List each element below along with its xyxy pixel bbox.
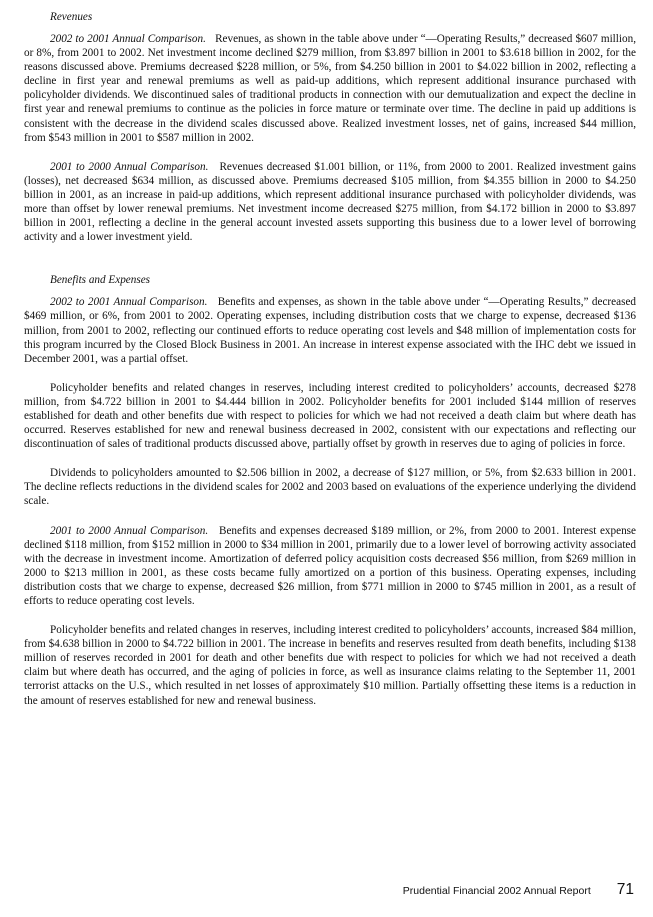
paragraph-body: Revenues, as shown in the table above under “—Operating Results,” decreased $607 million, or 8%, from 2001 to 2002. Net investment income declined $279 million, from $3.897 billion in 2001 to $3.618 billion in 2002, for the reasons discussed above. Premiums decreased $228 million, or 5%, from $4.250 billion in 2001 to $4.022 billion in 2002, reflecting a decline in first year and renewal premiums as well as paid-up additions, which represent additional insurance purchased with policyholder dividends. We discontinued sales of traditional products in connection with our demutualization and expect the decline in first year and renewal premiums to continue as the policies in force mature or terminate over time. The decline in paid up additions is consistent with the decrease in the dividend scales discussed above. Realized investment losses, net of gains, increased $44 million, from $543 million in 2001 to $587 million in 2002. (24, 33, 636, 144)
paragraph-body: Benefits and expenses, as shown in the table above under “—Operating Results,” decreased $469 million, or 6%, from 2001 to 2002. Operating expenses, including distribution costs that we charge to expense, decreased $136 million, from 2001 to 2002, reflecting our continued efforts to reduce operating cost levels and $48 million of implementation costs for this program incurred by the Closed Block Business in 2001. An increase in interest expense associated with the IHC debt we issued in December 2001, was a partial offset. (24, 296, 637, 365)
paragraph-body: Revenues decreased $1.001 billion, or 11%, from 2000 to 2001. Realized investment gains (losses), net decreased $634 million, as discussed above. Premiums decreased $105 million, from $4.355 billion in 2000 to $4.250 billion in 2001, as an increase in paid-up additions, which represent additional insurance purchased with policyholder dividends, was more than offset by lower renewal premiums. Net investment income decreased $275 million, from $4.172 billion in 2000 to $3.897 billion in 2001, reflecting a decline in the general account invested assets supporting this business due to a lower level of borrowing activity and a lower investment yield. (24, 160, 636, 244)
paragraph-benefits-2002-2001 (24, 295, 636, 365)
paragraph-lead: 2001 to 2000 Annual Comparison. (50, 160, 209, 173)
paragraph-policyholder-benefits-2002: Policyholder benefits and related changes in reserves, including interest credited to policyholders’ accounts, decreased $278 million, from $4.722 billion in 2001 to $4.444 billion in 2002. Policyholder benefits for 2001 included $144 million of reserves established for death and other benefits due with respect to policies for which we had not received a death claim but where death has occurred. Reserves established for new and renewal business decreased in 2002, consistent with our expectations and reflecting our discontinuation of sales of traditional products discussed above, partially offset by growth in reserves due to aging of policies in force. (24, 381, 636, 451)
paragraph-dividends: Dividends to policyholders amounted to $2.506 billion in 2002, a decrease of $127 million, or 5%, from $2.633 billion in 2001. The decline reflects reductions in the dividend scales for 2002 and 2003 based on evaluations of the experience underlying the dividend scale. (24, 467, 636, 508)
footer-report-title: Prudential Financial 2002 Annual Report (402, 885, 591, 897)
paragraph-lead: 2002 to 2001 Annual Comparison. (50, 33, 206, 45)
section-heading-revenues: Revenues (50, 11, 93, 23)
paragraph-body: Benefits and expenses decreased $189 million, or 2%, from 2000 to 2001. Interest expense declined $118 million, from $152 million in 2000 to $34 million in 2001, primarily due to a lower level of borrowing activity associated with the decrease in investment income. Amortization of deferred policy acquisition costs decreased $56 million, from $269 million in 2000 to $213 million in 2001, as these costs became fully amortized on a portion of this business. Operating expenses, including distribution costs that we charge to expense, decreased $26 million, from $771 million in 2000 to $745 million in 2001, as a result of efforts to reduce operating cost levels. (24, 524, 636, 607)
paragraph-lead: 2001 to 2000 Annual Comparison. (50, 524, 209, 537)
section-heading-benefits-expenses: Benefits and Expenses (50, 274, 151, 287)
paragraph-revenues-2001-2000 (24, 160, 636, 245)
paragraph-lead: 2002 to 2001 Annual Comparison. (50, 296, 208, 309)
paragraph-benefits-2001-2000 (24, 524, 636, 609)
page-number: 71 (616, 881, 634, 898)
document-page (24, 10, 636, 708)
paragraph-policyholder-benefits-2001: Policyholder benefits and related changes in reserves, including interest credited to policyholders’ accounts, increased $84 million, from $4.638 billion in 2000 to $4.722 billion in 2001. The increase in benefits and reserves resulted from death benefits, including $138 million of reserves recorded in 2001 for death and other benefits due with respect to policies for which we had not received a death claim but where death has occurred, and the aging of policies in force, as well as insurance claims relating to the September 11, 2001 terrorist attacks on the U.S., which resulted in net losses of approximately $10 million. Partially offsetting these items is a reduction in the amount of reserves established for new and renewal business. (24, 624, 636, 707)
page-footer (403, 881, 634, 899)
paragraph-revenues-2002-2001 (24, 32, 636, 145)
